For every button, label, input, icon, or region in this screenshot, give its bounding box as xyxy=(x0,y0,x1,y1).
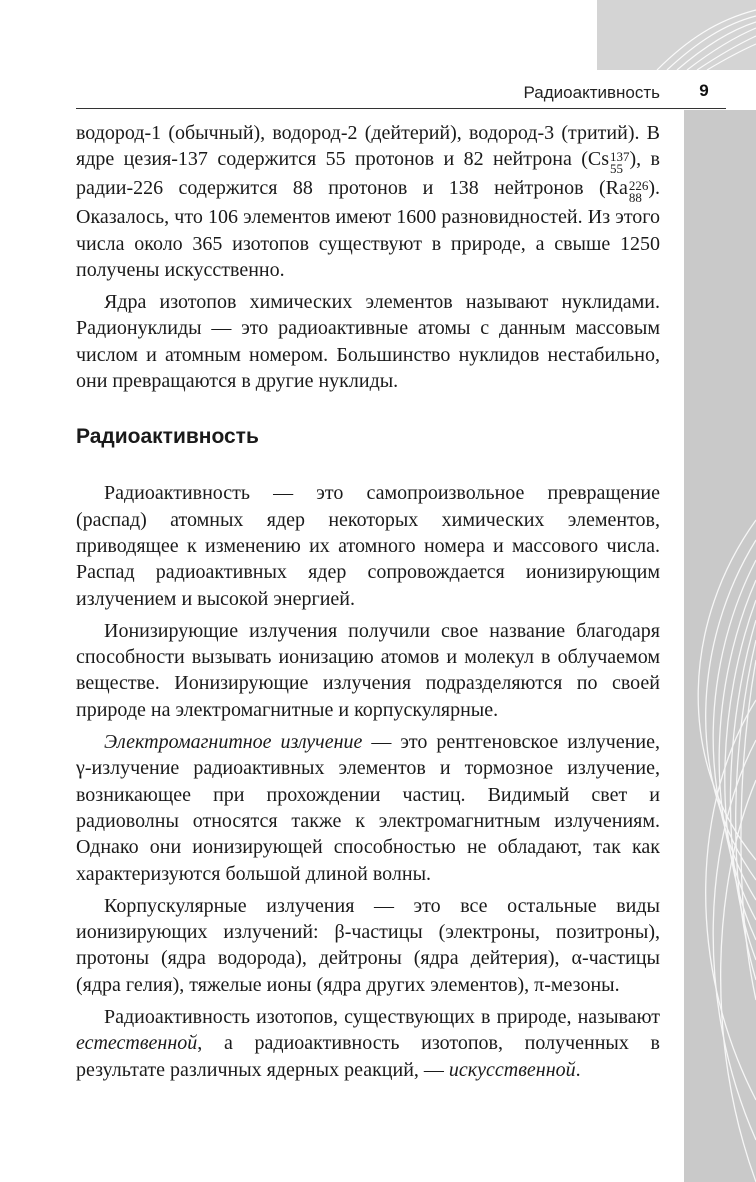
text-run: водород-1 (обычный), водород-2 (дейтерий), водород-3 (тритий). В ядре цезия-137 содержится 55 протонов и 82 нейтрона (Cs xyxy=(76,122,660,171)
text-run: — это рентгеновское излучение, γ-излучение радиоактивных элементов и тормозное излучение, возникающее при прохождении частиц. Видимый свет и радиоволны относятся также к электромагнитным излучениям. Однако они ионизирующей способностью не обладают, так как характеризуются большой длиной волны. xyxy=(76,731,660,885)
term-artificial: искусственной xyxy=(448,1058,576,1081)
cs-mass-number: 137 xyxy=(610,149,630,165)
side-decorative-band xyxy=(684,0,756,1182)
wave-lines-decoration xyxy=(684,0,756,1182)
paragraph-isotopes xyxy=(76,120,660,283)
text-run: ). Оказалось, что 106 элементов имеют 1600 разновидностей. Из этого числа около 365 изотопов существуют в природе, а свыше 1250 получены искусственно. xyxy=(76,177,660,281)
paragraph-corpuscular: Корпускулярные излучения — это все остальные виды ионизирующих излучений: β-частицы (электроны, позитроны), протоны (ядра водорода), дейтроны (ядра дейтерия), α-частицы (ядра гелия), тяжелые ионы (ядра других элементов), π-мезоны. xyxy=(76,894,660,996)
top-corner-decoration xyxy=(597,0,756,70)
radium-isotope-notation xyxy=(629,180,649,204)
ra-mass-number: 226 xyxy=(628,178,649,194)
paragraph-definition: Радиоактивность — это самопроизвольное превращение (распад) атомных ядер некоторых химических элементов, приводящее к изменению их атомного номера и массового числа. Распад радиоактивных ядер сопровождается ионизирующим излучением и высокой энергией. xyxy=(76,482,660,610)
paragraph-nuclides: Ядра изотопов химических элементов называют нуклидами. Радионуклиды — это радиоактивные атомы с данным массовым числом и атомным номером. Большинство нуклидов нестабильно, они превращаются в другие нуклиды. xyxy=(76,291,660,393)
ra-atomic-number: 88 xyxy=(628,190,642,206)
running-head: Радиоактивность xyxy=(523,83,660,102)
page-number-box xyxy=(684,70,756,110)
section-heading: Радиоактивность xyxy=(76,425,259,449)
wave-lines-top-decoration xyxy=(597,0,756,70)
paragraph-ionizing: Ионизирующие излучения получили свое название благодаря способности вызывать ионизацию атомов и молекул в облучаемом веществе. Ионизирующие излучения подразделяются по своей природе на электромагнитные и корпускулярные. xyxy=(76,619,660,721)
text-run: Радиоактивность изотопов, существующих в природе, называют xyxy=(104,1006,660,1029)
header-rule xyxy=(76,108,726,109)
text-run: ), в радии-226 содержится 88 протонов и 138 нейтронов (Ra xyxy=(76,148,660,200)
page-body xyxy=(76,120,660,1089)
paragraph-electromagnetic xyxy=(76,729,660,887)
cs-atomic-number: 55 xyxy=(610,161,623,177)
term-natural: естественной xyxy=(76,1032,198,1055)
cesium-isotope-notation xyxy=(610,151,630,175)
text-run: . xyxy=(575,1058,581,1081)
text-run: , а радиоактивность изотопов, полученных в результате различных ядерных реакций, — xyxy=(76,1032,660,1081)
paragraph-natural-artificial xyxy=(76,1004,660,1083)
page-header xyxy=(76,78,684,110)
page-number: 9 xyxy=(699,81,709,100)
term-electromagnetic: Электромагнитное излучение xyxy=(104,731,363,754)
